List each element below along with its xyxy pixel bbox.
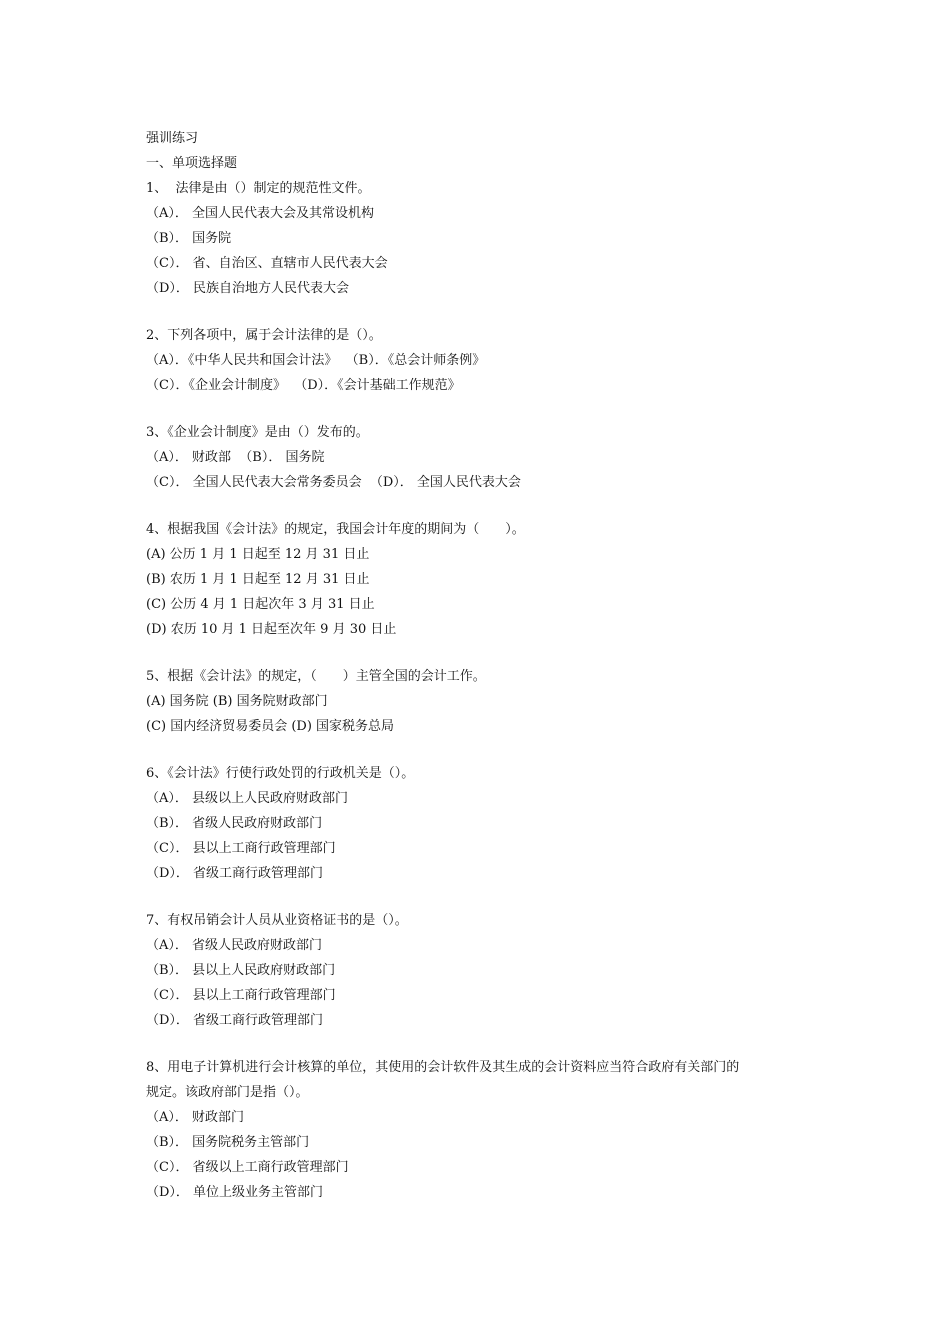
question-block <box>146 420 826 495</box>
answer-option: （D）． 民族自治地方人民代表大会 <box>146 281 350 296</box>
answer-option: （B）． 省级人民政府财政部门 <box>146 816 323 831</box>
answer-option: （A）． 财政部门 <box>146 1110 245 1125</box>
question-block <box>146 176 826 301</box>
question-block <box>146 323 826 398</box>
answer-option: (A) 国务院 (B) 国务院财政部门 <box>146 694 328 709</box>
answer-option: （D）． 省级工商行政管理部门 <box>146 866 324 881</box>
answer-option: （B）． 国务院税务主管部门 <box>146 1135 310 1150</box>
question-spacer <box>146 642 826 664</box>
question-spacer <box>146 398 826 420</box>
answer-option: （D）． 省级工商行政管理部门 <box>146 1013 324 1028</box>
question-list <box>146 176 826 1205</box>
question-spacer <box>146 1033 826 1055</box>
question-block <box>146 517 826 642</box>
answer-option: (A) 公历 1 月 1 日起至 12 月 31 日止 <box>146 547 370 562</box>
question-stem: 3、《企业会计制度》是由（）发布的。 <box>146 425 369 440</box>
answer-option: (C) 国内经济贸易委员会 (D) 国家税务总局 <box>146 719 395 734</box>
answer-option: （A）． 财政部 （B）． 国务院 <box>146 450 325 465</box>
question-spacer <box>146 301 826 323</box>
question-spacer <box>146 739 826 761</box>
answer-option: （B）． 县以上人民政府财政部门 <box>146 963 336 978</box>
answer-option: （C）．《企业会计制度》 （D）．《会计基础工作规范》 <box>146 378 461 393</box>
question-stem: 5、根据《会计法》的规定，（ ）主管全国的会计工作。 <box>146 669 486 684</box>
answer-option: (D) 农历 10 月 1 日起至次年 9 月 30 日止 <box>146 622 397 637</box>
document-body <box>146 126 826 1205</box>
answer-option: （A）．《中华人民共和国会计法》 （B）．《总会计师条例》 <box>146 353 486 368</box>
question-block <box>146 1055 826 1205</box>
answer-option: （D）． 单位上级业务主管部门 <box>146 1185 324 1200</box>
answer-option: (B) 农历 1 月 1 日起至 12 月 31 日止 <box>146 572 370 587</box>
answer-option: （C）． 省级以上工商行政管理部门 <box>146 1160 349 1175</box>
question-stem: 7、有权吊销会计人员从业资格证书的是（）。 <box>146 913 408 928</box>
question-stem: 2、下列各项中，属于会计法律的是（）。 <box>146 328 382 343</box>
answer-option: （A）． 全国人民代表大会及其常设机构 <box>146 206 375 221</box>
answer-option: （A）． 县级以上人民政府财政部门 <box>146 791 349 806</box>
answer-option: （A）． 省级人民政府财政部门 <box>146 938 323 953</box>
question-block <box>146 761 826 886</box>
answer-option: （C）． 全国人民代表大会常务委员会 （D）． 全国人民代表大会 <box>146 475 521 490</box>
answer-option: (C) 公历 4 月 1 日起次年 3 月 31 日止 <box>146 597 375 612</box>
question-stem: 1、 法律是由（）制定的规范性文件。 <box>146 181 371 196</box>
question-spacer <box>146 495 826 517</box>
answer-option: （C）． 县以上工商行政管理部门 <box>146 988 336 1003</box>
document-title: 强训练习 <box>146 131 199 146</box>
answer-option: （B）． 国务院 <box>146 231 232 246</box>
section-heading: 一、单项选择题 <box>146 156 238 171</box>
question-stem: 规定。该政府部门是指（）。 <box>146 1085 309 1100</box>
question-block <box>146 908 826 1033</box>
question-stem: 4、根据我国《会计法》的规定，我国会计年度的期间为（ ）。 <box>146 522 525 537</box>
answer-option: （C）． 县以上工商行政管理部门 <box>146 841 336 856</box>
question-block <box>146 664 826 739</box>
answer-option: （C）． 省、自治区、直辖市人民代表大会 <box>146 256 388 271</box>
question-spacer <box>146 886 826 908</box>
question-stem: 8、用电子计算机进行会计核算的单位，其使用的会计软件及其生成的会计资料应当符合政府有关部门的 <box>146 1060 740 1075</box>
question-stem: 6、《会计法》行使行政处罚的行政机关是（）。 <box>146 766 415 781</box>
